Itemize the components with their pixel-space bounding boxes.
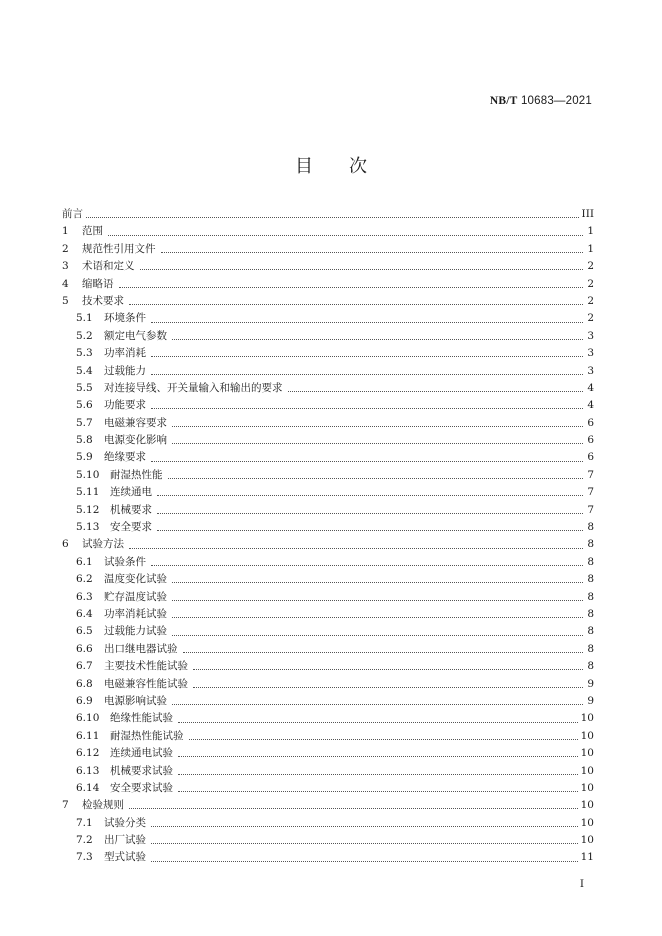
toc-entry-number: 5.13	[76, 521, 100, 534]
toc-entry-number: 5.7	[76, 416, 93, 429]
toc-entry[interactable]	[62, 693, 594, 710]
toc-entry[interactable]	[62, 745, 594, 762]
toc-entry-page: 2	[587, 277, 594, 290]
toc-entry-title: 出口继电器试验	[104, 642, 178, 655]
toc-entry-number: 1	[62, 225, 69, 238]
toc-entry-title: 环境条件	[104, 312, 146, 325]
toc-entry[interactable]	[62, 658, 594, 675]
toc-entry[interactable]	[62, 849, 594, 866]
toc-entry-number: 6.2	[76, 573, 93, 586]
toc-leader-dots	[161, 252, 584, 253]
toc-entry-page: 1	[587, 225, 594, 238]
toc-entry-page: 8	[587, 590, 594, 603]
toc-leader-dots	[151, 461, 583, 462]
toc-entry-number: 6.8	[76, 677, 93, 690]
toc-entry[interactable]	[62, 571, 594, 588]
toc-entry-number: 3	[62, 260, 69, 273]
toc-leader-dots	[172, 426, 583, 427]
toc-entry-number: 6.13	[76, 764, 100, 777]
toc-entry-number: 7.2	[76, 834, 93, 847]
toc-entry[interactable]	[62, 763, 594, 780]
toc-entry-page: 4	[587, 381, 594, 394]
toc-entry-page: 1	[587, 242, 594, 255]
toc-entry-page: 3	[587, 329, 594, 342]
toc-entry-title: 额定电气参数	[104, 329, 167, 342]
toc-entry-page: 8	[587, 642, 594, 655]
toc-entry-number: 6.14	[76, 781, 100, 794]
toc-entry-number: 7.3	[76, 851, 93, 864]
toc-leader-dots	[157, 530, 583, 531]
toc-entry[interactable]	[62, 467, 594, 484]
toc-leader-dots	[151, 356, 583, 357]
toc-entry[interactable]	[62, 241, 594, 258]
toc-entry-number: 6.4	[76, 607, 93, 620]
toc-entry[interactable]	[62, 223, 594, 240]
toc-entry[interactable]	[62, 554, 594, 571]
toc-entry-page: 10	[580, 781, 594, 794]
toc-entry-page: 10	[580, 799, 594, 812]
toc-entry[interactable]	[62, 380, 594, 397]
toc-entry-title: 电磁兼容性能试验	[104, 677, 188, 690]
toc-entry[interactable]	[62, 641, 594, 658]
toc-entry-page: 10	[580, 747, 594, 760]
toc-leader-dots	[178, 756, 578, 757]
toc-entry-title: 机械要求	[110, 503, 152, 516]
toc-entry-number: 6.3	[76, 590, 93, 603]
toc-entry[interactable]	[62, 832, 594, 849]
toc-entry[interactable]	[62, 328, 594, 345]
toc-leader-dots	[86, 217, 579, 218]
standard-code	[490, 95, 592, 107]
toc-entry-page: 8	[587, 625, 594, 638]
toc-leader-dots	[151, 826, 578, 827]
toc-entry-number: 5	[62, 294, 69, 307]
toc-leader-dots	[178, 774, 578, 775]
toc-entry[interactable]	[62, 728, 594, 745]
toc-entry[interactable]	[62, 519, 594, 536]
toc-entry-page: 8	[587, 607, 594, 620]
toc-entry-page: 8	[587, 660, 594, 673]
toc-entry-title: 电源变化影响	[104, 434, 167, 447]
toc-entry-page: 10	[580, 729, 594, 742]
toc-leader-dots	[193, 669, 583, 670]
toc-entry-page: 7	[587, 486, 594, 499]
toc-entry-number: 5.10	[76, 468, 100, 481]
toc-entry-title: 功能要求	[104, 399, 146, 412]
toc-entry[interactable]	[62, 293, 594, 310]
toc-entry-page: 10	[580, 816, 594, 829]
toc-entry-title: 功率消耗	[104, 347, 146, 360]
toc-leader-dots	[151, 861, 578, 862]
toc-entry-number: 7.1	[76, 816, 93, 829]
toc-entry-page: 8	[587, 573, 594, 586]
toc-entry[interactable]	[62, 676, 594, 693]
toc-entry-page: 8	[587, 521, 594, 534]
toc-leader-dots	[178, 791, 578, 792]
toc-entry-page: 2	[587, 260, 594, 273]
toc-entry[interactable]	[62, 589, 594, 606]
toc-entry-title: 安全要求	[110, 521, 152, 534]
toc-entry-title: 试验方法	[82, 538, 124, 551]
toc-entry-title: 技术要求	[82, 294, 124, 307]
toc-entry-page: 2	[587, 312, 594, 325]
toc-entry-number: 6.11	[76, 729, 100, 742]
toc-entry[interactable]	[62, 206, 594, 223]
toc-leader-dots	[151, 408, 583, 409]
toc-entry-title: 主要技术性能试验	[104, 660, 188, 673]
toc-entry[interactable]	[62, 484, 594, 501]
toc-entry-page: 10	[580, 834, 594, 847]
toc-entry-page: 3	[587, 347, 594, 360]
toc-entry-title: 检验规则	[82, 799, 124, 812]
standard-code-prefix: NB/T	[489, 95, 518, 107]
toc-entry-page: 10	[580, 764, 594, 777]
toc-entry[interactable]	[62, 449, 594, 466]
toc-entry-page: III	[581, 208, 594, 220]
toc-entry-title: 耐湿热性能	[110, 468, 163, 481]
toc-leader-dots	[108, 235, 583, 236]
toc-entry-title: 范围	[82, 225, 103, 238]
toc-leader-dots	[129, 808, 578, 809]
toc-leader-dots	[193, 687, 583, 688]
toc-entry[interactable]	[62, 710, 594, 727]
toc-leader-dots	[157, 495, 583, 496]
toc-leader-dots	[168, 478, 584, 479]
toc-entry-number: 5.4	[76, 364, 93, 377]
toc-entry-page: 2	[587, 294, 594, 307]
toc-leader-dots	[288, 391, 584, 392]
toc-entry[interactable]	[62, 797, 594, 814]
toc-entry-number: 7	[62, 799, 69, 812]
toc-entry[interactable]	[62, 623, 594, 640]
toc-entry[interactable]	[62, 536, 594, 553]
toc-entry-title: 安全要求试验	[110, 781, 173, 794]
toc-entry-title: 电磁兼容要求	[104, 416, 167, 429]
toc-entry-number: 5.3	[76, 347, 93, 360]
toc-entry-number: 6	[62, 538, 69, 551]
toc-entry-title: 绝缘性能试验	[110, 712, 173, 725]
toc-entry-title: 规范性引用文件	[82, 242, 156, 255]
toc-entry-number: 4	[62, 277, 69, 290]
toc-entry-title: 对连接导线、开关量输入和输出的要求	[104, 381, 283, 394]
toc-entry-title: 功率消耗试验	[104, 607, 167, 620]
toc-entry-number: 5.12	[76, 503, 100, 516]
toc-leader-dots	[172, 582, 583, 583]
toc-entry-title: 电源影响试验	[104, 694, 167, 707]
toc-entry-number: 6.1	[76, 555, 93, 568]
toc-leader-dots	[129, 304, 583, 305]
toc-entry-page: 6	[587, 416, 594, 429]
toc-entry-number: 6.10	[76, 712, 100, 725]
toc-entry-page: 3	[587, 364, 594, 377]
toc-entry[interactable]	[62, 502, 594, 519]
page-title: 目次	[295, 156, 403, 177]
page-number: I	[579, 878, 584, 890]
toc-entry-page: 4	[587, 399, 594, 412]
toc-leader-dots	[172, 635, 583, 636]
toc-leader-dots	[140, 269, 584, 270]
toc-entry-page: 7	[587, 468, 594, 481]
toc-leader-dots	[151, 322, 583, 323]
toc-leader-dots	[172, 704, 583, 705]
toc-entry-title: 耐湿热性能试验	[110, 729, 184, 742]
toc-entry-title: 型式试验	[104, 851, 146, 864]
toc-entry-number: 6.5	[76, 625, 93, 638]
toc-entry-page: 6	[587, 434, 594, 447]
toc-entry-title: 缩略语	[82, 277, 114, 290]
toc-entry[interactable]	[62, 310, 594, 327]
toc-entry-number: 5.5	[76, 381, 93, 394]
toc-entry[interactable]	[62, 397, 594, 414]
toc-entry[interactable]	[62, 363, 594, 380]
toc-entry-title: 机械要求试验	[110, 764, 173, 777]
standard-code-number: 10683—2021	[520, 95, 592, 107]
toc-entry-number: 6.7	[76, 660, 93, 673]
toc-entry-page: 8	[587, 538, 594, 551]
toc-entry[interactable]	[62, 815, 594, 832]
toc-entry-number: 5.8	[76, 434, 93, 447]
toc-entry-number: 5.6	[76, 399, 93, 412]
toc-leader-dots	[172, 600, 583, 601]
toc-entry-title: 过载能力试验	[104, 625, 167, 638]
toc-entry-title: 出厂试验	[104, 834, 146, 847]
toc-entry-title: 温度变化试验	[104, 573, 167, 586]
toc-entry-title: 贮存温度试验	[104, 590, 167, 603]
table-of-contents	[62, 206, 594, 867]
toc-leader-dots	[172, 617, 583, 618]
toc-entry-number: 5.1	[76, 312, 93, 325]
toc-entry[interactable]	[62, 258, 594, 275]
toc-leader-dots	[129, 548, 583, 549]
toc-entry-page: 6	[587, 451, 594, 464]
toc-entry-number: 5.11	[76, 486, 100, 499]
toc-entry-title: 试验分类	[104, 816, 146, 829]
toc-leader-dots	[151, 374, 583, 375]
toc-entry-number: 2	[62, 242, 69, 255]
toc-entry-title: 连续通电试验	[110, 747, 173, 760]
toc-entry-number: 6.9	[76, 694, 93, 707]
toc-entry-title: 连续通电	[110, 486, 152, 499]
toc-entry-number: 5.2	[76, 329, 93, 342]
toc-entry-number: 前言	[62, 208, 83, 220]
toc-entry-page: 11	[580, 851, 594, 864]
toc-entry-number: 6.12	[76, 747, 100, 760]
toc-entry[interactable]	[62, 606, 594, 623]
toc-entry-page: 7	[587, 503, 594, 516]
toc-leader-dots	[172, 339, 583, 340]
toc-entry-page: 9	[587, 694, 594, 707]
toc-entry-number: 6.6	[76, 642, 93, 655]
toc-leader-dots	[119, 287, 584, 288]
toc-leader-dots	[172, 443, 583, 444]
toc-entry[interactable]	[62, 780, 594, 797]
toc-entry-title: 术语和定义	[82, 260, 135, 273]
toc-entry[interactable]	[62, 432, 594, 449]
toc-entry-title: 过载能力	[104, 364, 146, 377]
toc-entry-title: 试验条件	[104, 555, 146, 568]
toc-entry[interactable]	[62, 276, 594, 293]
toc-entry-number: 5.9	[76, 451, 93, 464]
toc-leader-dots	[157, 513, 583, 514]
toc-leader-dots	[183, 652, 584, 653]
toc-entry-page: 10	[580, 712, 594, 725]
toc-entry-title: 绝缘要求	[104, 451, 146, 464]
toc-leader-dots	[178, 722, 578, 723]
toc-entry[interactable]	[62, 345, 594, 362]
toc-entry[interactable]	[62, 415, 594, 432]
toc-leader-dots	[151, 565, 583, 566]
toc-leader-dots	[151, 843, 578, 844]
toc-leader-dots	[189, 739, 578, 740]
toc-entry-page: 8	[587, 555, 594, 568]
toc-entry-page: 9	[587, 677, 594, 690]
